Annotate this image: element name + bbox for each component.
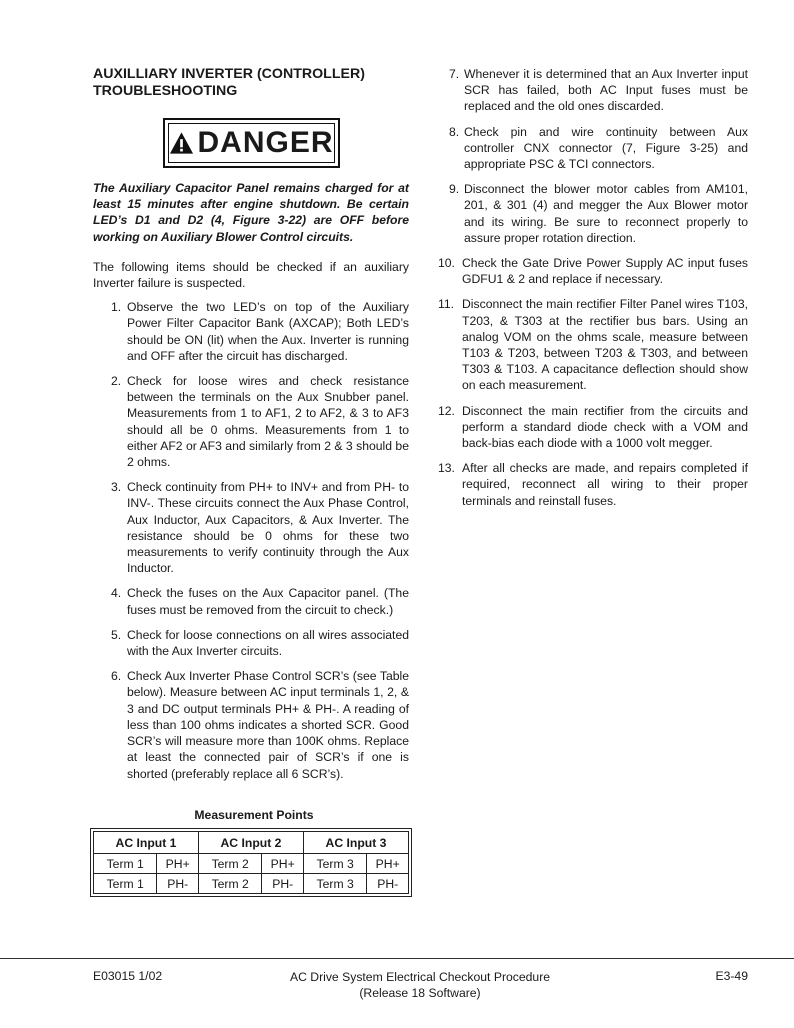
table-header: AC Input 3	[303, 832, 408, 854]
list-item: 3. Check continuity from PH+ to INV+ and from PH- to INV-. These circuits connect the Aux Phase Control, Aux Inductor, Aux Capacitors, & Aux Inverter. The resistance should be 0 ohms for these two measurements to verify continuity through the Aux Inductor.	[111, 480, 409, 576]
page-number: E3-49	[715, 969, 748, 983]
list-item: 8. Check pin and wire continuity between Aux controller CNX connector (7, Figure 3-25) and appropriate PSC & TCI connectors.	[449, 124, 748, 172]
document-number: E03015 1/02	[93, 969, 163, 983]
danger-sign	[93, 118, 409, 168]
table-cell: PH-	[157, 874, 199, 894]
table-cell: PH+	[262, 854, 304, 874]
list-item: 13. After all checks are made, and repairs completed if required, reconnect all wiring to their proper terminals and reinstall fuses.	[438, 461, 748, 508]
document-title-line-2: (Release 18 Software)	[359, 986, 481, 1000]
list-item: 7. Whenever it is determined that an Aux Inverter input SCR has failed, both AC Input fuses must be replaced and the old ones discarded.	[449, 67, 748, 114]
table-row	[94, 854, 409, 874]
table-header: AC Input 1	[94, 832, 199, 854]
table-cell: Term 1	[94, 874, 157, 894]
list-item: 1. Observe the two LED’s on top of the Auxiliary Power Filter Capacitor Bank (AXCAP); Both LED’s should be ON (lit) when the Aux. Inverter is running and OFF after the circuit has discharged.	[111, 300, 409, 363]
table-cell: PH-	[367, 874, 409, 894]
table-header: AC Input 2	[198, 832, 303, 854]
list-item: 11. Disconnect the main rectifier Filter Panel wires T103, T203, & T303 at the rectifier bus bars. Using an analog VOM on the ohms scale, measure between T103 & T203, between T203 & T303, and between T303 & T103. A capacitance deflection should show on each measurement.	[438, 297, 748, 393]
footer-divider	[0, 958, 794, 959]
table-cell: PH+	[367, 854, 409, 874]
warning-text: The Auxiliary Capacitor Panel remains charged for at least 15 minutes after engine shutdown. Be certain LED’s D1 and D2 (4, Figure 3-22) are OFF before working on Auxiliary Blower Control circuits.	[93, 181, 409, 244]
warning-triangle-icon	[169, 131, 194, 155]
intro-text: The following items should be checked if an auxiliary Inverter failure is suspected.	[93, 259, 409, 291]
heading-line-1: AUXILLIARY INVERTER (CONTROLLER)	[93, 66, 365, 82]
danger-label: DANGER	[197, 126, 334, 159]
list-item: 5. Check for loose connections on all wires associated with the Aux Inverter circuits.	[111, 627, 409, 659]
table-cell: Term 1	[94, 854, 157, 874]
section-heading	[93, 66, 409, 100]
list-item: 4. Check the fuses on the Aux Capacitor panel. (The fuses must be removed from the circuit to check.)	[111, 586, 409, 617]
table-cell: Term 3	[303, 874, 366, 894]
list-item: 9. Disconnect the blower motor cables from AM101, 201, & 301 (4) and megger the Aux Blower motor and its wiring. Be sure to reconnect properly to assure proper rotation direction.	[449, 182, 748, 245]
list-item: 6. Check Aux Inverter Phase Control SCR’s (see Table below). Measure between AC input terminals 1, 2, & 3 and DC output terminals PH+ & PH-. A reading of less than 100 ohms indicates a shorted SCR. Good SCR’s will measure more than 100K ohms. Replace at least the connected pair of SCR’s if one is shorted (preferably replace all 6 SCR’s).	[111, 669, 409, 781]
steps-list-right	[438, 66, 748, 509]
steps-list-left	[93, 299, 409, 781]
table-cell: Term 2	[198, 854, 261, 874]
measurement-table	[90, 828, 412, 897]
table-cell: PH-	[262, 874, 304, 894]
list-item: 2. Check for loose wires and check resistance between the terminals on the Aux Snubber panel. Measurements from 1 to AF1, 2 to AF2, & 3 to AF3 should all be 0 ohms. Measurements from 1 to either AF2 or AF3 and similarly from 2 & 3 should be 2 ohms.	[111, 374, 409, 470]
table-row	[94, 874, 409, 894]
table-cell: Term 3	[303, 854, 366, 874]
table-cell: PH+	[157, 854, 199, 874]
list-item: 12. Disconnect the main rectifier from the circuits and perform a standard diode check with a VOM and back-bias each diode with a 1000 volt megger.	[438, 403, 748, 451]
document-title	[220, 969, 620, 1001]
document-title-line-1: AC Drive System Electrical Checkout Procedure	[289, 970, 551, 984]
table-header-row	[94, 832, 409, 854]
left-column	[93, 66, 409, 791]
table-cell: Term 2	[198, 874, 261, 894]
right-column	[438, 66, 748, 518]
table-title: Measurement Points	[194, 808, 314, 822]
list-item: 10. Check the Gate Drive Power Supply AC input fuses GDFU1 & 2 and replace if necessary.	[438, 256, 748, 287]
heading-line-2: TROUBLESHOOTING	[93, 83, 238, 99]
